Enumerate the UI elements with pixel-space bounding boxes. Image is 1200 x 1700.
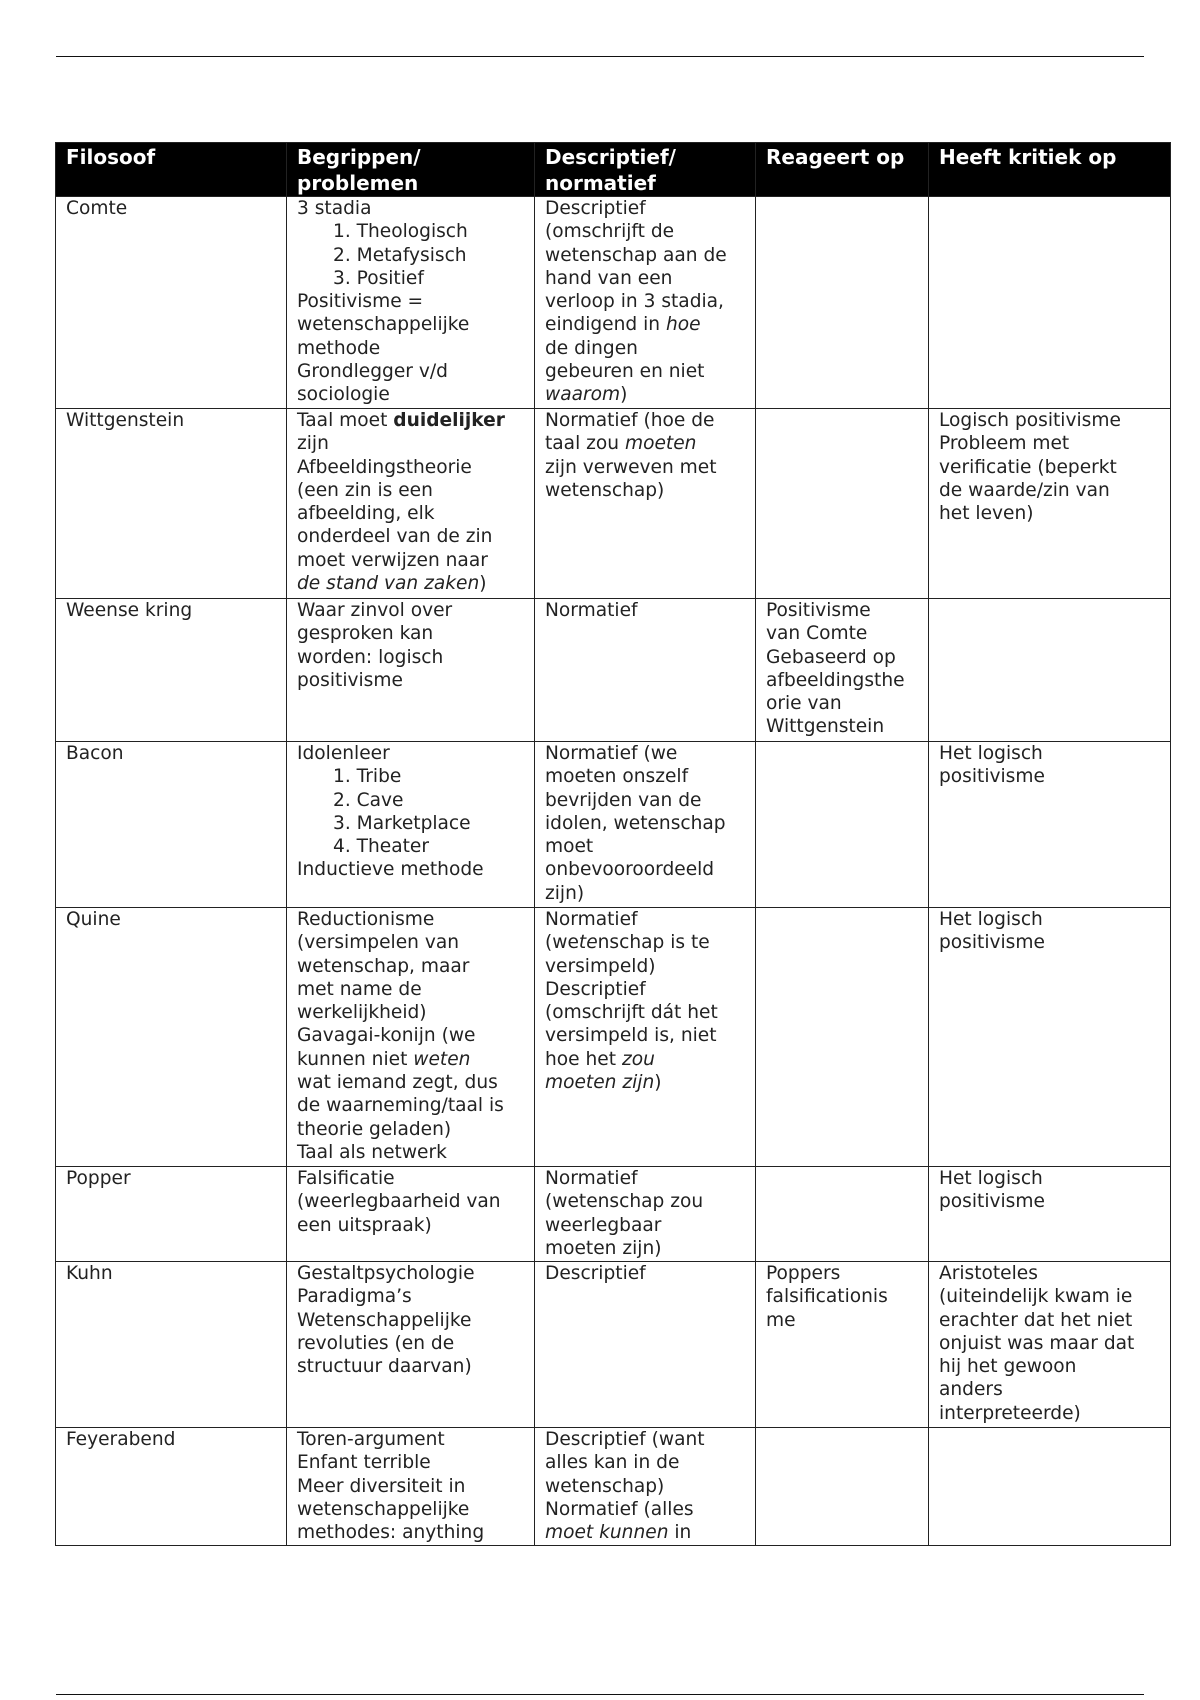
cell-line: zijn)	[545, 882, 585, 904]
cell-line: 1. Tribe	[333, 766, 402, 788]
cell-line: onbevooroordeeld	[545, 859, 715, 881]
cell-line: verificatie (beperkt	[939, 456, 1117, 478]
cell-line: Het logisch	[939, 909, 1043, 930]
cell-line: positivisme	[297, 669, 403, 691]
cell-filosoof	[56, 599, 287, 742]
cell-line: het leven)	[939, 503, 1034, 525]
cell-line: wat iemand zegt, dus	[297, 1072, 498, 1094]
cell-line: moeten zijn)	[545, 1237, 662, 1259]
cell-line: werkelijkheid)	[297, 1002, 427, 1024]
cell-line: wetenschappelijke	[297, 1498, 470, 1520]
cell-line: Poppers	[766, 1263, 841, 1284]
cell-line: Aristoteles	[939, 1263, 1038, 1284]
cell-line: alles kan in de	[545, 1452, 680, 1474]
table-row	[56, 1262, 1171, 1428]
cell-line: Descriptief	[545, 198, 646, 219]
cell-line: gebeuren en niet	[545, 361, 705, 383]
cell-line: de waarde/zin van	[939, 479, 1110, 501]
cell-line: gesproken kan	[297, 623, 434, 645]
cell-filosoof	[56, 197, 287, 409]
cell-line: Gestaltpsychologie	[297, 1263, 475, 1284]
cell-line: Wittgenstein	[766, 716, 885, 738]
cell-line: versimpeld is, niet	[545, 1025, 717, 1047]
cell-line: positivisme	[939, 932, 1045, 954]
cell-line: Enfant terrible	[297, 1452, 431, 1474]
cell-line: (omschrijft de	[545, 221, 675, 243]
cell-line: Meer diversiteit in	[297, 1475, 466, 1497]
header-filosoof: Filosoof	[56, 143, 287, 197]
cell-line: (een zin is een	[297, 479, 433, 501]
cell-filosoof	[56, 1262, 287, 1428]
cell-line: worden: logisch	[297, 646, 444, 668]
header-reageert: Reageert op	[756, 143, 929, 197]
cell-line: Normatief	[545, 600, 638, 621]
cell-line: erachter dat het niet	[939, 1309, 1133, 1331]
table-header-row	[56, 143, 1171, 197]
cell-line: Descriptief (want	[545, 1429, 705, 1450]
cell-line: de stand van zaken)	[297, 573, 487, 595]
cell-descriptief	[535, 742, 756, 908]
cell-descriptief	[535, 1167, 756, 1262]
cell-line: afbeelding, elk	[297, 503, 435, 525]
cell-line: positivisme	[939, 766, 1045, 788]
cell-line: 3 stadia	[297, 198, 372, 219]
table-row	[56, 1167, 1171, 1262]
cell-line: Het logisch	[939, 743, 1043, 764]
cell-line: de dingen	[545, 337, 638, 359]
cell-line: Normatief (hoe de	[545, 410, 715, 431]
cell-kritiek	[929, 1428, 1171, 1546]
cell-text: Kuhn	[66, 1263, 113, 1284]
cell-line: (versimpelen van	[297, 932, 460, 954]
cell-line: Positivisme	[766, 600, 871, 621]
bottom-rule	[56, 1694, 1144, 1695]
cell-line: afbeeldingsthe	[766, 669, 905, 691]
cell-kritiek	[929, 599, 1171, 742]
cell-reageert	[756, 1262, 929, 1428]
cell-line: wetenschappelijke	[297, 314, 470, 336]
cell-line: moeten onszelf	[545, 766, 689, 788]
table-row	[56, 908, 1171, 1167]
cell-begrippen	[287, 1167, 535, 1262]
cell-begrippen	[287, 1428, 535, 1546]
cell-line: Idolenleer	[297, 743, 390, 764]
cell-line: Descriptief	[545, 1263, 646, 1284]
cell-line: zijn verweven met	[545, 456, 717, 478]
cell-line: Reductionisme	[297, 909, 435, 930]
cell-descriptief	[535, 197, 756, 409]
cell-begrippen	[287, 908, 535, 1167]
cell-line: hij het gewoon	[939, 1356, 1077, 1378]
cell-reageert	[756, 599, 929, 742]
cell-line: (omschrijft dát het	[545, 1002, 718, 1024]
cell-line: Logisch positivisme	[939, 410, 1121, 431]
cell-line: hand van een	[545, 267, 673, 289]
cell-line: waarom)	[545, 384, 628, 406]
cell-line: kunnen niet weten	[297, 1048, 471, 1070]
cell-line: sociologie	[297, 384, 390, 406]
cell-line: orie van	[766, 693, 842, 715]
cell-begrippen	[287, 1262, 535, 1428]
cell-line: wetenschap, maar	[297, 955, 470, 977]
table-row	[56, 409, 1171, 599]
cell-text: Quine	[66, 909, 121, 930]
cell-reageert	[756, 197, 929, 409]
cell-begrippen	[287, 409, 535, 599]
cell-line: (weerlegbaarheid van	[297, 1191, 501, 1213]
header-begrippen: Begrippen/ problemen	[287, 143, 535, 197]
cell-kritiek	[929, 1262, 1171, 1428]
cell-line: Gebaseerd op	[766, 646, 896, 668]
cell-line: hoe het zou	[545, 1048, 655, 1070]
cell-line: verloop in 3 stadia,	[545, 291, 724, 313]
cell-line: Positivisme =	[297, 291, 424, 313]
cell-line: idolen, wetenschap	[545, 812, 726, 834]
cell-line: Normatief	[545, 909, 638, 930]
cell-line: methodes: anything	[297, 1522, 485, 1544]
cell-line: Het logisch	[939, 1168, 1043, 1189]
cell-line: Normatief	[545, 1168, 638, 1189]
cell-line: bevrijden van de	[545, 789, 702, 811]
cell-line: zijn	[297, 433, 329, 455]
cell-line: onderdeel van de zin	[297, 526, 493, 548]
philosophers-table	[55, 142, 1171, 1546]
cell-line: wetenschap aan de	[545, 244, 727, 266]
cell-reageert	[756, 1428, 929, 1546]
cell-reageert	[756, 409, 929, 599]
cell-line: revoluties (en de	[297, 1332, 455, 1354]
cell-kritiek	[929, 197, 1171, 409]
cell-kritiek	[929, 409, 1171, 599]
cell-line: een uitspraak)	[297, 1214, 432, 1236]
cell-filosoof	[56, 1167, 287, 1262]
cell-line: Probleem met	[939, 433, 1070, 455]
cell-line: falsificationis	[766, 1286, 888, 1308]
cell-line: Normatief (alles	[545, 1498, 694, 1520]
cell-text: Feyerabend	[66, 1429, 176, 1450]
cell-line: Descriptief	[545, 978, 646, 1000]
cell-line: van Comte	[766, 623, 868, 645]
cell-begrippen	[287, 742, 535, 908]
cell-line: me	[766, 1309, 796, 1331]
cell-descriptief	[535, 1428, 756, 1546]
cell-reageert	[756, 1167, 929, 1262]
cell-line: Gavagai-konijn (we	[297, 1025, 476, 1047]
cell-line: moeten zijn)	[545, 1072, 662, 1094]
cell-line: moet kunnen in	[545, 1522, 692, 1544]
cell-kritiek	[929, 908, 1171, 1167]
cell-descriptief	[535, 908, 756, 1167]
cell-line: Toren-argument	[297, 1429, 445, 1450]
cell-line: methode	[297, 337, 381, 359]
cell-text: Popper	[66, 1168, 131, 1189]
cell-filosoof	[56, 742, 287, 908]
cell-line: (wetenschap is te	[545, 932, 710, 954]
cell-line: positivisme	[939, 1191, 1045, 1213]
cell-line: 3. Marketplace	[333, 812, 471, 834]
cell-line: moet verwijzen naar	[297, 549, 488, 571]
cell-text: Weense kring	[66, 600, 193, 621]
cell-text: Bacon	[66, 743, 124, 764]
cell-line: wetenschap)	[545, 1475, 665, 1497]
table-row	[56, 599, 1171, 742]
cell-descriptief	[535, 409, 756, 599]
cell-line: Grondlegger v/d	[297, 361, 448, 383]
cell-reageert	[756, 742, 929, 908]
cell-line: wetenschap)	[545, 479, 665, 501]
table-row	[56, 1428, 1171, 1546]
header-kritiek: Heeft kritiek op	[929, 143, 1171, 197]
table-row	[56, 742, 1171, 908]
table-row	[56, 197, 1171, 409]
cell-line: Normatief (we	[545, 743, 678, 764]
cell-kritiek	[929, 742, 1171, 908]
header-descriptief: Descriptief/ normatief	[535, 143, 756, 197]
cell-line: theorie geladen)	[297, 1118, 452, 1140]
cell-line: moet	[545, 836, 594, 858]
cell-line: (uiteindelijk kwam ie	[939, 1286, 1133, 1308]
cell-filosoof	[56, 908, 287, 1167]
cell-line: Taal als netwerk	[297, 1141, 447, 1163]
cell-descriptief	[535, 599, 756, 742]
cell-begrippen	[287, 197, 535, 409]
cell-line: weerlegbaar	[545, 1214, 662, 1236]
cell-line: de waarneming/taal is	[297, 1095, 504, 1117]
cell-line: taal zou moeten	[545, 433, 697, 455]
cell-line: Wetenschappelijke	[297, 1309, 472, 1331]
cell-line: 1. Theologisch	[333, 221, 468, 243]
cell-line: 4. Theater	[333, 836, 430, 858]
cell-line: Paradigma’s	[297, 1286, 412, 1308]
cell-kritiek	[929, 1167, 1171, 1262]
cell-line: 2. Cave	[333, 789, 404, 811]
cell-line: 2. Metafysisch	[333, 244, 467, 266]
cell-line: 3. Positief	[333, 267, 424, 289]
cell-line: Inductieve methode	[297, 859, 484, 881]
cell-line: onjuist was maar dat	[939, 1332, 1135, 1354]
top-rule	[56, 56, 1144, 57]
cell-line: structuur daarvan)	[297, 1356, 472, 1378]
cell-text: Wittgenstein	[66, 410, 185, 431]
cell-descriptief	[535, 1262, 756, 1428]
cell-line: eindigend in hoe	[545, 314, 701, 336]
cell-line: Taal moet duidelijker	[297, 410, 505, 431]
cell-filosoof	[56, 409, 287, 599]
cell-filosoof	[56, 1428, 287, 1546]
cell-line: met name de	[297, 978, 422, 1000]
cell-text: Comte	[66, 198, 128, 219]
cell-line: anders	[939, 1379, 1003, 1401]
cell-line: versimpeld)	[545, 955, 656, 977]
cell-reageert	[756, 908, 929, 1167]
cell-line: Falsificatie	[297, 1168, 395, 1189]
cell-line: (wetenschap zou	[545, 1191, 704, 1213]
cell-begrippen	[287, 599, 535, 742]
cell-line: Afbeeldingstheorie	[297, 456, 472, 478]
cell-line: interpreteerde)	[939, 1402, 1081, 1424]
cell-line: Waar zinvol over	[297, 600, 453, 621]
